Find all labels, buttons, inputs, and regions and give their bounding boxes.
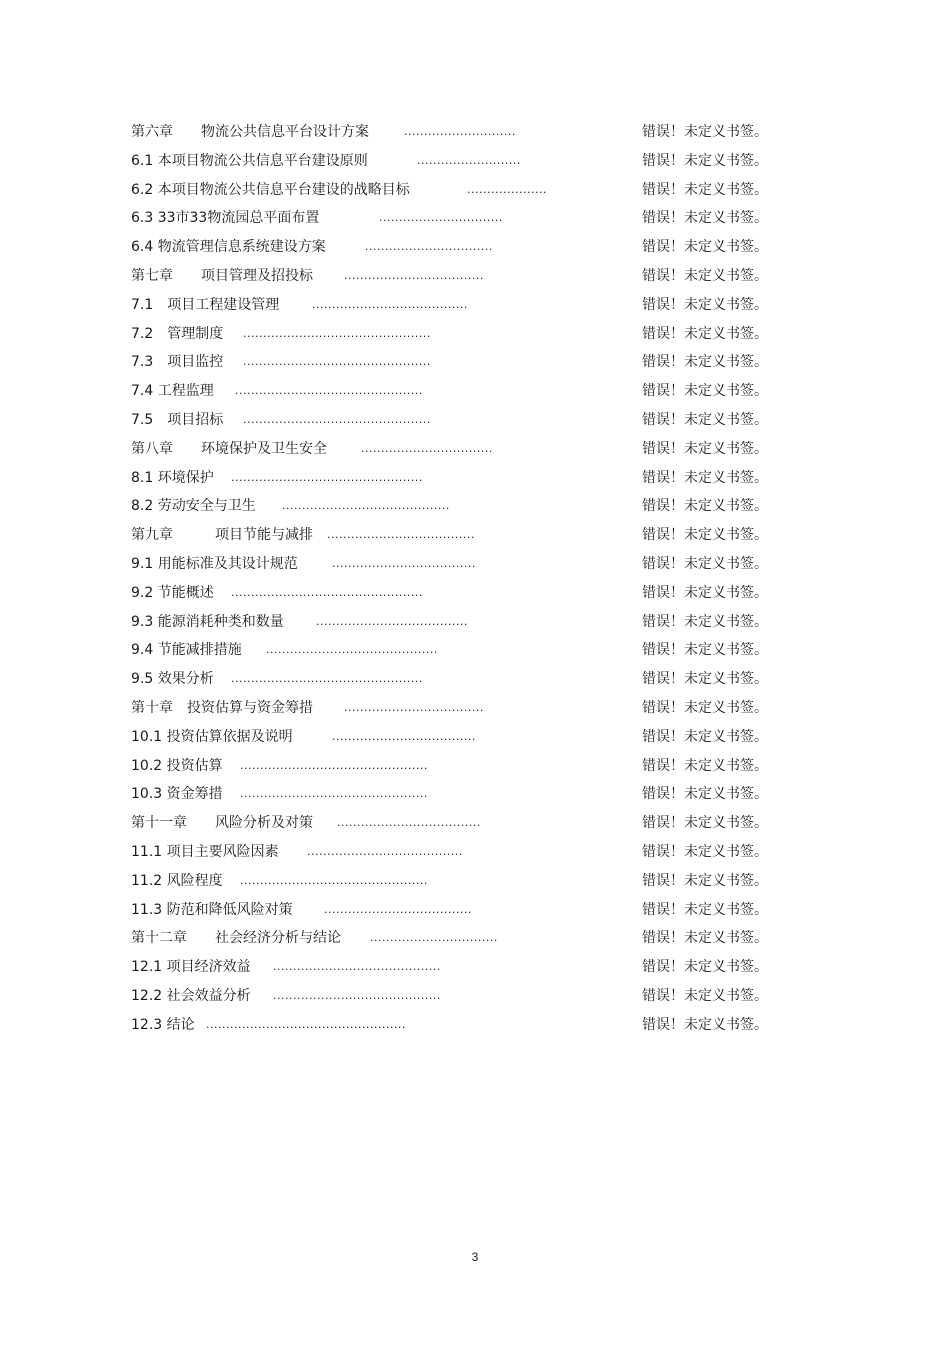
toc-entry[interactable]	[131, 838, 781, 867]
toc-entry-page-ref: 错误！未定义书签。	[642, 527, 768, 544]
toc-entry-page-ref: 错误！未定义书签。	[642, 1016, 768, 1033]
toc-entry-title: 12.2 社会效益分析	[131, 987, 251, 1004]
toc-entry-page-ref: 错误！未定义书签。	[642, 440, 768, 457]
toc-entry-page-ref: 错误！未定义书签。	[642, 325, 768, 342]
toc-entry[interactable]	[131, 406, 781, 435]
toc-leader-dots: .....................................	[324, 902, 472, 916]
toc-leader-dots: ................................................	[231, 585, 423, 599]
toc-entry-title: 6.3 33市33物流园总平面布置	[131, 210, 320, 227]
toc-leader-dots: .......................................	[307, 844, 463, 858]
toc-entry-title: 8.2 劳动安全与卫生	[131, 498, 256, 515]
toc-entry-page-ref: 错误！未定义书签。	[642, 210, 768, 227]
toc-entry-page-ref: 错误！未定义书签。	[642, 296, 768, 313]
toc-entry-page-ref: 错误！未定义书签。	[642, 872, 768, 889]
toc-entry[interactable]	[131, 924, 781, 953]
toc-entry-page-ref: 错误！未定义书签。	[642, 239, 768, 256]
toc-leader-dots: ..........................................	[273, 960, 441, 974]
toc-entry[interactable]	[131, 982, 781, 1011]
toc-leader-dots: ...............................................	[243, 326, 431, 340]
toc-entry-title: 7.3 项目监控	[131, 354, 224, 371]
toc-entry-page-ref: 错误！未定义书签。	[642, 642, 768, 659]
toc-entry-title: 10.3 资金筹措	[131, 786, 223, 803]
toc-entry-title: 6.1 本项目物流公共信息平台建设原则	[131, 152, 368, 169]
toc-entry-page-ref: 错误！未定义书签。	[642, 757, 768, 774]
toc-entry-title: 7.2 管理制度	[131, 325, 224, 342]
toc-entry[interactable]	[131, 291, 781, 320]
toc-entry-title: 8.1 环境保护	[131, 469, 214, 486]
toc-leader-dots: ...........................................	[266, 643, 438, 657]
toc-entry[interactable]	[131, 550, 781, 579]
toc-entry[interactable]	[131, 233, 781, 262]
toc-entry[interactable]	[131, 1011, 781, 1040]
toc-entry-page-ref: 错误！未定义书签。	[642, 959, 768, 976]
toc-entry-page-ref: 错误！未定义书签。	[642, 584, 768, 601]
toc-entry[interactable]	[131, 579, 781, 608]
toc-entry-title: 12.3 结论	[131, 1016, 195, 1033]
toc-entry-title: 第十一章 风险分析及对策	[131, 815, 313, 832]
toc-entry-title: 第六章 物流公共信息平台设计方案	[131, 124, 369, 140]
toc-entry-title: 9.3 能源消耗种类和数量	[131, 613, 284, 630]
toc-entry-title: 11.2 风险程度	[131, 872, 223, 889]
toc-leader-dots: ..................................................	[206, 1017, 406, 1031]
toc-entry-title: 7.4 工程监理	[131, 383, 214, 400]
toc-entry-page-ref: 错误！未定义书签。	[642, 786, 768, 803]
toc-entry[interactable]	[131, 464, 781, 493]
table-of-contents	[131, 118, 781, 1040]
toc-entry-title: 第八章 环境保护及卫生安全	[131, 440, 327, 457]
toc-entry-page-ref: 错误！未定义书签。	[642, 152, 768, 169]
toc-entry[interactable]	[131, 348, 781, 377]
toc-entry-page-ref: 错误！未定义书签。	[642, 555, 768, 572]
toc-leader-dots: ....................................	[332, 729, 476, 743]
toc-entry-page-ref: 错误！未定义书签。	[642, 728, 768, 745]
toc-entry[interactable]	[131, 953, 781, 982]
toc-entry-page-ref: 错误！未定义书签。	[642, 671, 768, 688]
toc-entry-page-ref: 错误！未定义书签。	[642, 267, 768, 284]
toc-leader-dots: ................................................	[231, 470, 423, 484]
toc-entry-title: 第十二章 社会经济分析与结论	[131, 930, 341, 947]
toc-entry-page-ref: 错误！未定义书签。	[642, 411, 768, 428]
toc-entry-title: 9.4 节能减排措施	[131, 642, 242, 659]
toc-leader-dots: ...................................	[344, 700, 484, 714]
toc-entry[interactable]	[131, 377, 781, 406]
toc-entry[interactable]	[131, 723, 781, 752]
toc-entry-page-ref: 错误！未定义书签。	[642, 613, 768, 630]
toc-leader-dots: .......................................	[312, 297, 468, 311]
toc-entry-title: 6.4 物流管理信息系统建设方案	[131, 239, 326, 256]
toc-entry-page-ref: 错误！未定义书签。	[642, 987, 768, 1004]
toc-leader-dots: ................................	[370, 931, 498, 945]
toc-entry[interactable]	[131, 665, 781, 694]
toc-entry-page-ref: 错误！未定义书签。	[642, 124, 768, 140]
toc-entry-title: 第九章 项目节能与减排	[131, 527, 313, 544]
toc-entry[interactable]	[131, 320, 781, 349]
toc-leader-dots: ....................................	[337, 816, 481, 830]
toc-entry-title: 12.1 项目经济效益	[131, 959, 251, 976]
toc-entry-title: 11.3 防范和降低风险对策	[131, 901, 293, 918]
toc-entry[interactable]	[131, 780, 781, 809]
toc-leader-dots: ...............................................	[240, 787, 428, 801]
toc-entry[interactable]	[131, 694, 781, 723]
toc-entry-title: 11.1 项目主要风险因素	[131, 843, 279, 860]
toc-entry-title: 第七章 项目管理及招投标	[131, 267, 313, 284]
toc-entry[interactable]	[131, 204, 781, 233]
toc-entry-title: 第十章 投资估算与资金筹措	[131, 699, 313, 716]
toc-entry-title: 9.5 效果分析	[131, 671, 214, 688]
toc-leader-dots: ..........................................	[273, 988, 441, 1002]
toc-leader-dots: ..........................	[417, 153, 521, 167]
toc-entry-page-ref: 错误！未定义书签。	[642, 843, 768, 860]
toc-leader-dots: ..........................................	[282, 499, 450, 513]
toc-entry[interactable]	[131, 867, 781, 896]
toc-leader-dots: ...............................................	[240, 758, 428, 772]
toc-entry-title: 10.2 投资估算	[131, 757, 223, 774]
toc-leader-dots: ...................................	[344, 268, 484, 282]
toc-leader-dots: ....................................	[332, 556, 476, 570]
toc-entry[interactable]	[131, 896, 781, 925]
toc-leader-dots: ................................................	[231, 672, 423, 686]
toc-leader-dots: ...............................	[379, 211, 503, 225]
toc-leader-dots: ...............................................	[243, 355, 431, 369]
toc-entry-page-ref: 错误！未定义书签。	[642, 930, 768, 947]
toc-entry-title: 6.2 本项目物流公共信息平台建设的战略目标	[131, 181, 410, 198]
page-number: 3	[471, 1250, 479, 1264]
toc-entry[interactable]	[131, 118, 781, 147]
toc-leader-dots: ......................................	[316, 614, 468, 628]
toc-leader-dots: ...............................................	[240, 873, 428, 887]
toc-entry-page-ref: 错误！未定义书签。	[642, 699, 768, 716]
toc-entry-title: 9.2 节能概述	[131, 584, 214, 601]
toc-entry[interactable]	[131, 176, 781, 205]
toc-entry[interactable]	[131, 608, 781, 637]
toc-entry[interactable]	[131, 492, 781, 521]
toc-entry-page-ref: 错误！未定义书签。	[642, 354, 768, 371]
toc-leader-dots: ................................	[365, 240, 493, 254]
toc-entry-title: 10.1 投资估算依据及说明	[131, 728, 293, 745]
toc-entry[interactable]	[131, 636, 781, 665]
toc-leader-dots: .....................................	[327, 528, 475, 542]
toc-entry-page-ref: 错误！未定义书签。	[642, 469, 768, 486]
toc-entry-title: 7.1 项目工程建设管理	[131, 296, 280, 313]
toc-entry-page-ref: 错误！未定义书签。	[642, 815, 768, 832]
toc-entry[interactable]	[131, 521, 781, 550]
toc-leader-dots: ...............................................	[243, 412, 431, 426]
toc-entry-page-ref: 错误！未定义书签。	[642, 498, 768, 515]
toc-entry-page-ref: 错误！未定义书签。	[642, 181, 768, 198]
toc-entry-title: 7.5 项目招标	[131, 411, 224, 428]
toc-entry-page-ref: 错误！未定义书签。	[642, 383, 768, 400]
toc-leader-dots: ............................	[404, 125, 516, 138]
toc-leader-dots: ....................	[467, 182, 547, 196]
toc-entry[interactable]	[131, 147, 781, 176]
toc-entry[interactable]	[131, 809, 781, 838]
toc-leader-dots: ...............................................	[235, 384, 423, 398]
toc-entry-title: 9.1 用能标准及其设计规范	[131, 555, 298, 572]
toc-entry-page-ref: 错误！未定义书签。	[642, 901, 768, 918]
toc-entry[interactable]	[131, 262, 781, 291]
toc-leader-dots: .................................	[361, 441, 493, 455]
toc-entry[interactable]	[131, 435, 781, 464]
toc-entry[interactable]	[131, 752, 781, 781]
